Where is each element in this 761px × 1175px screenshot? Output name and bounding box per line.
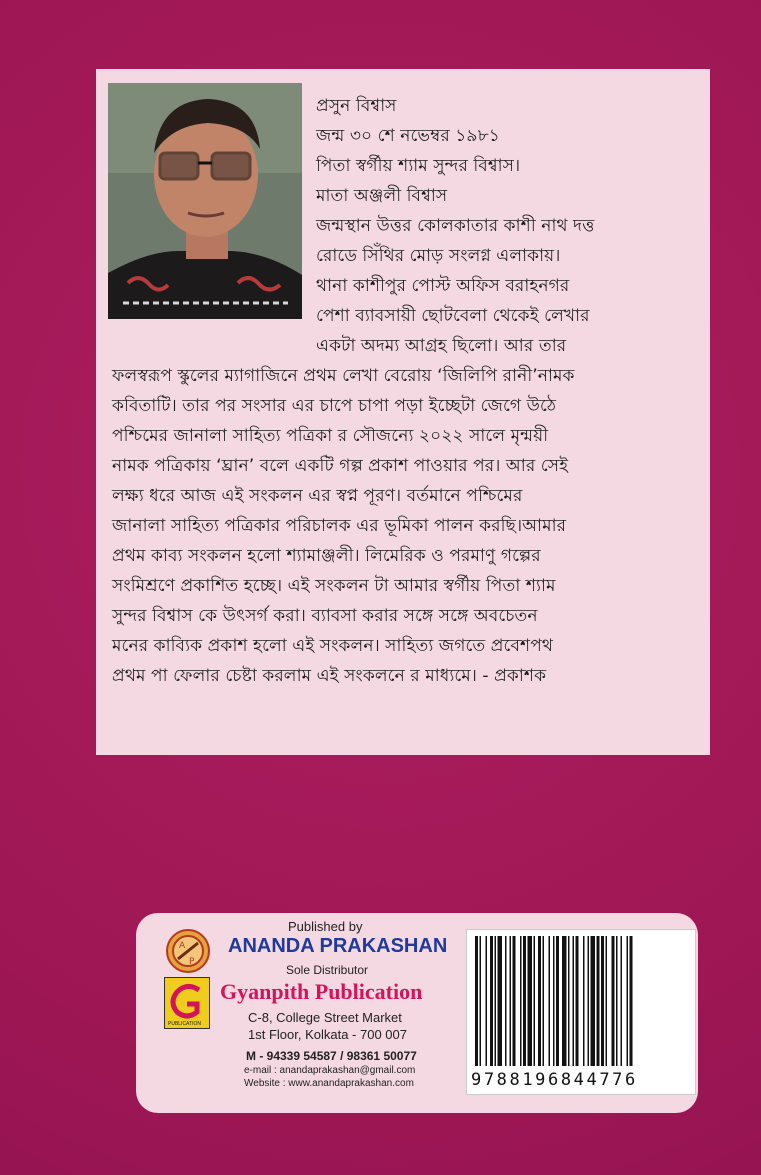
bio-line: সুন্দর বিশ্বাস কে উৎসর্গ করা। ব্যাবসা করার সঙ্গে সঙ্গে অবচেতন [112, 606, 538, 626]
barcode-bar [591, 936, 596, 1066]
barcode-bar [495, 936, 497, 1066]
gyanpith-logo-text: PUBLICATION [168, 1021, 201, 1027]
sole-distributor-label: Sole Distributor [286, 963, 369, 977]
email: e-mail : anandaprakashan@gmail.com [244, 1065, 416, 1076]
barcode-bar [562, 936, 567, 1066]
isbn-barcode [466, 929, 696, 1095]
bio-line: পিতা স্বর্গীয় শ্যাম সুন্দর বিশ্বাস। [316, 156, 521, 176]
publisher-panel [136, 913, 698, 1113]
barcode-bar [490, 936, 493, 1066]
bio-line: জানালা সাহিত্য পত্রিকার পরিচালক এর ভূমিকা পালন করছি।আমার [112, 516, 567, 536]
publisher-name: ANANDA PRAKASHAN [228, 935, 448, 957]
barcode-bar [568, 936, 570, 1066]
mobile-numbers: M - 94339 54587 / 98361 50077 [246, 1049, 417, 1063]
bio-line: ফলস্বরূপ স্কুলের ম্যাগাজিনে প্রথম লেখা বেরোয় ‘জিলিপি রানী’নামক [112, 366, 575, 386]
barcode-bar [505, 936, 507, 1066]
svg-text:A: A [179, 941, 186, 951]
barcode-bar [612, 936, 615, 1066]
bio-line: মনের কাব্যিক প্রকাশ হলো এই সংকলন। সাহিত্য জগতে প্রবেশপথ [112, 636, 553, 656]
website: Website : www.anandaprakashan.com [244, 1078, 414, 1089]
barcode-bar [616, 936, 618, 1066]
bio-line: প্রসুন বিশ্বাস [316, 96, 397, 116]
barcode-bar [486, 936, 488, 1066]
bio-line: সংমিশ্রণে প্রকাশিত হচ্ছে। এই সংকলন টা আমার স্বর্গীয় পিতা শ্যাম [112, 576, 556, 596]
barcode-bar [583, 936, 585, 1066]
barcode-bar [534, 936, 536, 1066]
author-bio-text [96, 69, 710, 755]
isbn-number: 9788196844776 [471, 1070, 638, 1090]
barcode-bar [475, 936, 478, 1066]
bio-line: থানা কাশীপুর পোস্ট অফিস বরাহনগর [316, 276, 570, 296]
barcode-bar [510, 936, 512, 1066]
bio-line: মাতা অঞ্জলী বিশ্বাস [316, 186, 448, 206]
barcode-bar [573, 936, 575, 1066]
barcode-bar [576, 936, 579, 1066]
bio-line: জন্মস্থান উত্তর কোলকাতার কাশী নাথ দত্ত [316, 216, 595, 236]
distributor-address-line1: C-8, College Street Market [248, 1010, 402, 1025]
barcode-bar [553, 936, 555, 1066]
bio-line: প্রথম কাব্য সংকলন হলো শ্যামাঞ্জলী। লিমেরিক ও পরমাণু গল্পের [112, 546, 541, 566]
distributor-address-line2: 1st Floor, Kolkata - 700 007 [248, 1027, 407, 1042]
bio-line: জন্ম ৩০ শে নভেম্বর ১৯৮১ [316, 126, 500, 146]
barcode-bar [528, 936, 533, 1066]
bio-line: পশ্চিমের জানালা সাহিত্য পত্রিকা র সৌজন্যে ২০২২ সালে মৃন্ময়ী [112, 426, 549, 446]
bio-line: পেশা ব্যাবসায়ী ছোটবেলা থেকেই লেখার [316, 306, 590, 326]
bio-line: একটা অদম্য আগ্রহ ছিলো। আর তার [316, 336, 567, 356]
barcode-bar [523, 936, 526, 1066]
svg-text:P: P [189, 957, 195, 967]
distributor-name: Gyanpith Publication [220, 979, 423, 1004]
barcode-bar [556, 936, 559, 1066]
barcode-bar [597, 936, 600, 1066]
bio-line: লক্ষ্য ধরে আজ এই সংকলন এর স্বপ্ন পূরণ। বর্তমানে পশ্চিমের [112, 486, 523, 506]
barcode-bar [601, 936, 604, 1066]
barcode-bar [630, 936, 633, 1066]
barcode-bar [588, 936, 590, 1066]
barcode-bar [549, 936, 551, 1066]
barcode-bar [513, 936, 516, 1066]
published-by-label: Published by [288, 919, 363, 934]
barcode-bar [606, 936, 608, 1066]
bio-line: নামক পত্রিকায় ‘ঘ্রান’ বলে একটি গল্প প্রকাশ পাওয়ার পর। আর সেই [112, 456, 569, 476]
author-bio-panel [96, 69, 710, 755]
barcode-bar [627, 936, 629, 1066]
ananda-prakashan-logo [166, 929, 210, 973]
gyanpith-logo [164, 977, 210, 1029]
bio-line: কবিতাটি। তার পর সংসার এর চাপে চাপা পড়া ইচ্ছেটা জেগে উঠে [112, 396, 557, 416]
barcode-bar [543, 936, 545, 1066]
barcode-bar [480, 936, 482, 1066]
bio-line: রোডে সিঁথির মোড় সংলগ্ন এলাকায়। [316, 246, 561, 266]
barcode-bar [538, 936, 541, 1066]
barcode-bar [621, 936, 623, 1066]
barcode-bar [498, 936, 503, 1066]
barcode-bar [520, 936, 522, 1066]
bio-line: প্রথম পা ফেলার চেষ্টা করলাম এই সংকলনে র মাধ্যমে। - প্রকাশক [112, 666, 547, 686]
